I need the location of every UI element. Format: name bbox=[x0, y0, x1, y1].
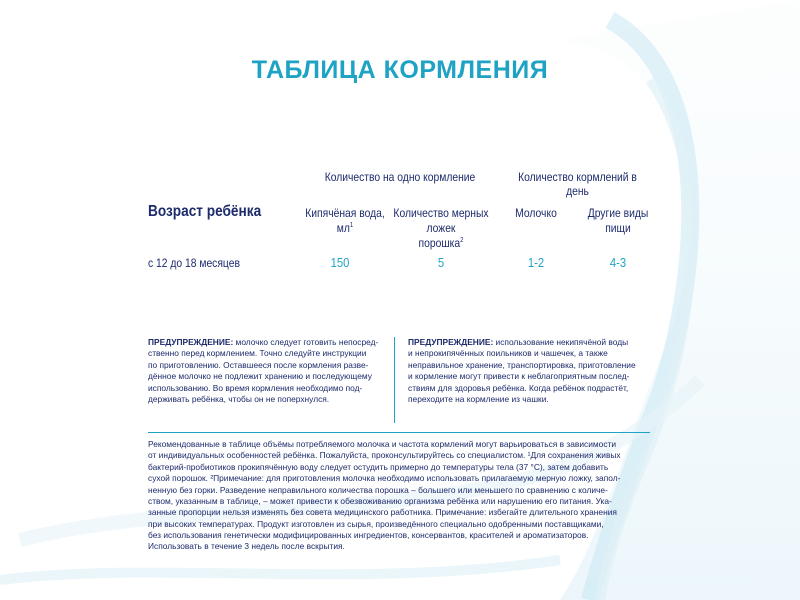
row-value-other-food: 4-3 bbox=[609, 256, 627, 270]
note-line: ством, указанным в таблице, – может привести к обезвоживанию организма ребёнка или нарушению его питания. Ука- bbox=[148, 496, 612, 507]
warning-left-line: по приготовлению. Оставшееся после кормления разве- bbox=[148, 359, 369, 370]
warning-right-line: неправильное хранение, транспортировка, приготовление bbox=[408, 359, 636, 370]
warning-right-line: ствиям для здоровья ребёнка. Когда ребёнок подрастёт, bbox=[408, 382, 629, 393]
row-value-water: 150 bbox=[330, 256, 350, 270]
column-header-water-line2 bbox=[298, 221, 393, 236]
warning-left-heading: ПРЕДУПРЕЖДЕНИЕ: bbox=[148, 337, 234, 347]
warning-divider bbox=[394, 337, 395, 423]
warning-right-line: и непрокипячённых поильников и чашечек, а также bbox=[408, 348, 608, 359]
warning-left-line: держивать ребёнка, чтобы он не поперхнулся. bbox=[148, 394, 330, 405]
warning-right-text: использование некипячёной воды bbox=[493, 337, 629, 347]
column-header-water-line1: Кипячёная вода, bbox=[305, 206, 385, 220]
column-header-milk bbox=[510, 206, 562, 221]
column-header-scoops-line1: Количество мерных ложек bbox=[393, 206, 489, 235]
page-title: ТАБЛИЦА КОРМЛЕНИЯ bbox=[251, 56, 549, 84]
warning-left-line bbox=[148, 337, 384, 348]
note-line: Рекомендованные в таблице объёмы потребляемого молочка и частота кормлений могут варьироваться в зависимости bbox=[148, 439, 617, 449]
column-header-scoops-line2 bbox=[390, 236, 491, 251]
column-header-scoops-unit: порошка bbox=[418, 236, 461, 250]
footnote-marker-1: 1 bbox=[349, 222, 354, 229]
row-age-label: с 12 до 18 месяцев bbox=[148, 256, 240, 270]
group-header-per-feeding: Количество на одно кормление bbox=[324, 170, 476, 184]
note-line: без использования генетически модифицированных ингредиентов, консервантов, красителей и ароматизаторов. bbox=[148, 530, 589, 541]
note-line: от индивидуальных особенностей ребёнка. Пожалуйста, проконсультируйтесь со специалистом. ¹Для сохранения живых bbox=[148, 450, 621, 461]
column-header-scoops bbox=[390, 206, 491, 251]
column-header-other-line1: Другие виды bbox=[587, 206, 649, 220]
warning-left-text: молочко следует готовить непосред- bbox=[233, 337, 379, 347]
warning-left-line: ственно перед кормлением. Точно следуйте инструкции bbox=[148, 348, 367, 359]
row-value-milk: 1-2 bbox=[527, 256, 545, 270]
warning-left-line: дённое молочко не подлежит хранению и последующему bbox=[148, 371, 372, 382]
warning-right-line: переходите на кормление из чашки. bbox=[408, 394, 549, 405]
warning-left-line: использованию. Во время кормления необходимо под- bbox=[148, 382, 363, 393]
usage-period-note: Использовать в течение 3 недель после вскрытия. bbox=[148, 541, 345, 551]
warning-left bbox=[148, 337, 384, 405]
note-line: при высоких температурах. Продукт изготовлен из сырья, произведённого специально одобренными поставщиками, bbox=[148, 518, 604, 529]
warning-right bbox=[408, 337, 658, 405]
column-header-milk-label: Молочко bbox=[515, 206, 557, 220]
warning-right-line bbox=[408, 337, 658, 348]
column-header-other-food bbox=[585, 206, 650, 236]
footnote-marker-2: 2 bbox=[460, 237, 464, 244]
age-column-header: Возраст ребёнка bbox=[148, 203, 262, 220]
column-header-other-line2: пищи bbox=[605, 221, 631, 235]
row-value-scoops: 5 bbox=[437, 256, 445, 270]
note-line: бактерий-пробиотиков прокипячённую воду следует остудить примерно до температуры тела (37 °C), затем добавить bbox=[148, 461, 609, 472]
group-header-per-day: Количество кормлений в день bbox=[518, 170, 637, 198]
section-divider bbox=[148, 432, 650, 433]
note-line: сухой порошок. ²Примечание: для приготовления молочка необходимо использовать прилагаемую мерную ложку, запол- bbox=[148, 473, 621, 484]
note-line: ненную без горки. Разведение неправильного количества порошка – большего или меньшего по сравнению с количе- bbox=[148, 484, 608, 495]
note-line: занные пропорции нельзя изменять без совета медицинского работника. Примечание: избегайте длительного хранения bbox=[148, 507, 617, 518]
column-header-water bbox=[298, 206, 393, 236]
recommendation-note bbox=[148, 439, 660, 542]
warning-right-heading: ПРЕДУПРЕЖДЕНИЕ: bbox=[408, 337, 494, 347]
column-header-water-unit: мл bbox=[336, 221, 350, 235]
warning-right-line: и кормление могут привести к неблагоприятным послед- bbox=[408, 371, 630, 382]
